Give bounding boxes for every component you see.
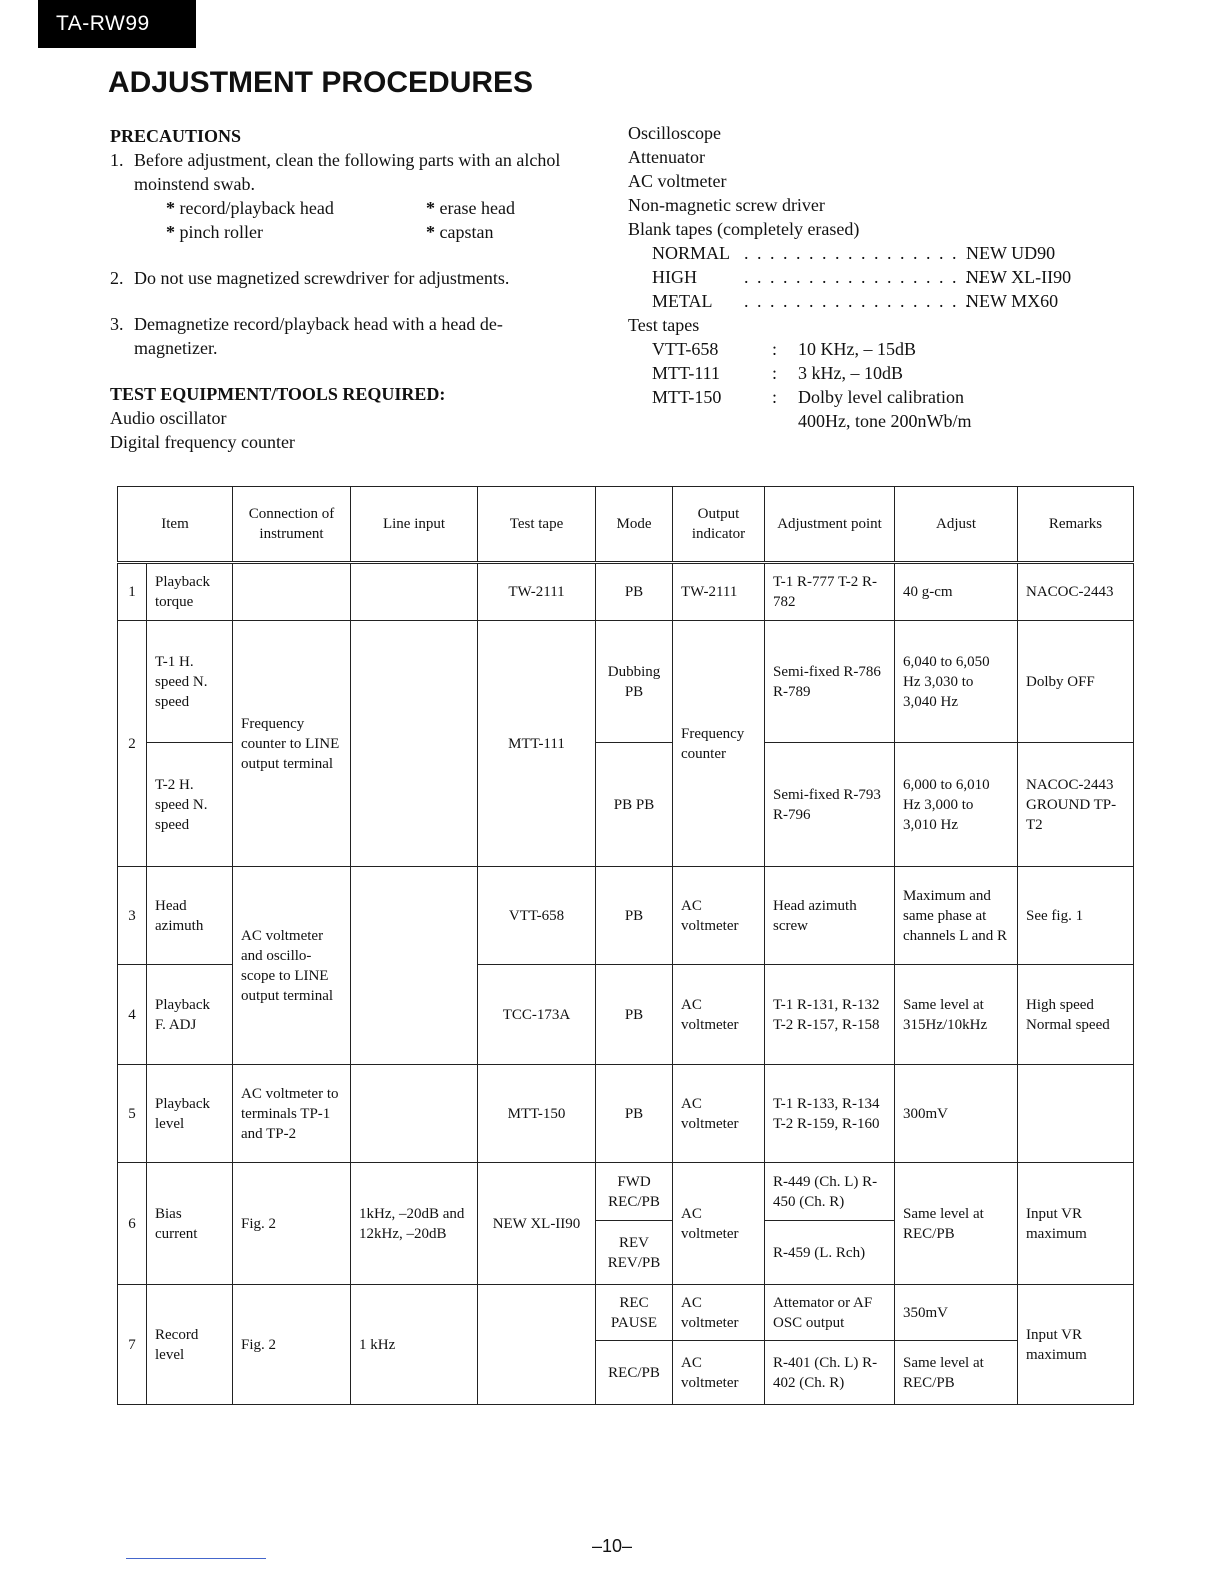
adjust-cell: Same level at REC/PB xyxy=(895,1341,1018,1405)
adjust-cell: Same level at REC/PB xyxy=(895,1163,1018,1285)
table-row xyxy=(118,1163,1134,1221)
row-number: 2 xyxy=(118,621,147,867)
blank-tape-row xyxy=(628,265,1108,289)
mode-cell: REV REV/PB xyxy=(596,1221,673,1285)
separator: : xyxy=(772,363,778,383)
adjust-cell: 300mV xyxy=(895,1065,1018,1163)
remarks-cell: Input VR maximum xyxy=(1018,1163,1134,1285)
output-cell: AC voltmeter xyxy=(673,867,765,965)
precaution-2 xyxy=(110,266,580,290)
connection-cell: AC voltmeter and oscillo-scope to LINE output terminal xyxy=(233,867,351,1065)
equipment-item: Attenuator xyxy=(628,147,705,167)
row-number: 3 xyxy=(118,867,147,965)
precaution-1-text: Before adjustment, clean the following parts with an alchol moinstend swab. xyxy=(134,150,561,194)
part-item: * pinch roller xyxy=(166,220,426,244)
output-cell: TW-2111 xyxy=(673,563,765,621)
line-input-cell: 1kHz, –20dB and 12kHz, –20dB xyxy=(351,1163,478,1285)
adjust-cell: 6,000 to 6,010 Hz 3,000 to 3,010 Hz xyxy=(895,743,1018,867)
row-number: 7 xyxy=(118,1285,147,1405)
mode-cell: FWD REC/PB xyxy=(596,1163,673,1221)
mode-cell: REC PAUSE xyxy=(596,1285,673,1341)
test-tape-cell: TW-2111 xyxy=(478,563,596,621)
point-cell: R-401 (Ch. L) R-402 (Ch. R) xyxy=(765,1341,895,1405)
point-cell: R-459 (L. Rch) xyxy=(765,1221,895,1285)
output-cell: Frequency counter xyxy=(673,621,765,867)
tape-model: NEW XL-II90 xyxy=(966,267,1072,287)
adjust-cell: 6,040 to 6,050 Hz 3,030 to 3,040 Hz xyxy=(895,621,1018,743)
test-tape-name: MTT-111 xyxy=(652,363,721,383)
tape-type: NORMAL xyxy=(652,243,731,263)
table-row xyxy=(118,621,1134,743)
header-cell: Line input xyxy=(351,487,478,563)
adjustment-table xyxy=(117,486,1134,1405)
page-number: –10– xyxy=(591,1536,633,1556)
point-cell: Attemator or AF OSC output xyxy=(765,1285,895,1341)
line-input-cell: 1 kHz xyxy=(351,1285,478,1405)
test-tape-name: VTT-658 xyxy=(652,339,719,359)
adjust-cell: Maximum and same phase at channels L and R xyxy=(895,867,1018,965)
test-tape-cell: TCC-173A xyxy=(478,965,596,1065)
test-tape-row xyxy=(628,337,1108,361)
mode-cell: PB PB xyxy=(596,743,673,867)
precaution-3-text: Demagnetize record/playback head with a head de-magnetizer. xyxy=(134,314,503,358)
mode-cell: Dubbing PB xyxy=(596,621,673,743)
test-tape-cell: VTT-658 xyxy=(478,867,596,965)
point-cell: T-1 R-777 T-2 R-782 xyxy=(765,563,895,621)
test-tape-row xyxy=(628,385,1108,409)
output-cell: AC voltmeter xyxy=(673,1065,765,1163)
connection-cell: Frequency counter to LINE output terminal xyxy=(233,621,351,867)
table-row xyxy=(118,1065,1134,1163)
mode-cell: REC/PB xyxy=(596,1341,673,1405)
test-tape-cell: MTT-111 xyxy=(478,621,596,867)
test-tape-cell: NEW XL-II90 xyxy=(478,1163,596,1285)
test-tape-desc: 400Hz, tone 200nWb/m xyxy=(798,411,972,431)
test-tape-desc: Dolby level calibration xyxy=(798,387,964,407)
row-number: 6 xyxy=(118,1163,147,1285)
connection-cell: AC voltmeter to terminals TP-1 and TP-2 xyxy=(233,1065,351,1163)
tape-model: NEW UD90 xyxy=(966,243,1056,263)
separator: : xyxy=(772,387,778,407)
part-item: * capstan xyxy=(426,220,606,244)
part-item: * record/playback head xyxy=(166,196,426,220)
row-number: 5 xyxy=(118,1065,147,1163)
table-header-row xyxy=(118,487,1134,563)
point-cell: Semi-fixed R-793 R-796 xyxy=(765,743,895,867)
header-cell: Adjust xyxy=(895,487,1018,563)
equipment-list xyxy=(628,121,1108,433)
precaution-2-text: Do not use magnetized screwdriver for adjustments. xyxy=(134,268,510,288)
point-cell: R-449 (Ch. L) R-450 (Ch. R) xyxy=(765,1163,895,1221)
output-cell: AC voltmeter xyxy=(673,965,765,1065)
precaution-3-number: 3. xyxy=(110,314,124,334)
table-row xyxy=(118,563,1134,621)
point-cell: T-1 R-133, R-134 T-2 R-159, R-160 xyxy=(765,1065,895,1163)
precaution-2-number: 2. xyxy=(110,268,124,288)
header-cell: Mode xyxy=(596,487,673,563)
separator: : xyxy=(772,339,778,359)
header-cell: Connection of instrument xyxy=(233,487,351,563)
model-label: TA-RW99 xyxy=(38,0,196,48)
output-cell: AC voltmeter xyxy=(673,1163,765,1285)
point-cell: Semi-fixed R-786 R-789 xyxy=(765,621,895,743)
remarks-cell: Input VR maximum xyxy=(1018,1285,1134,1405)
header-cell: Remarks xyxy=(1018,487,1134,563)
equipment-item: AC voltmeter xyxy=(628,171,727,191)
blank-tape-row xyxy=(628,241,1108,265)
part-item: * erase head xyxy=(426,196,606,220)
remarks-cell: High speed Normal speed xyxy=(1018,965,1134,1065)
precaution-1 xyxy=(110,148,580,196)
row-number: 4 xyxy=(118,965,147,1065)
adjust-cell: 40 g-cm xyxy=(895,563,1018,621)
test-tape-desc: 3 kHz, – 10dB xyxy=(798,363,903,383)
item-cell: Bias current xyxy=(147,1163,233,1285)
header-cell: Adjustment point xyxy=(765,487,895,563)
header-cell: Output indicator xyxy=(673,487,765,563)
item-cell: T-1 H. speed N. speed xyxy=(147,621,233,743)
item-cell: T-2 H. speed N. speed xyxy=(147,743,233,867)
equipment-item: Audio oscillator xyxy=(110,408,227,428)
header-cell: Item xyxy=(118,487,233,563)
blank-tapes-label: Blank tapes (completely erased) xyxy=(628,219,860,239)
test-tapes-label: Test tapes xyxy=(628,315,700,335)
precautions-heading: PRECAUTIONS xyxy=(110,126,242,146)
leader-dots: . . . . . . . . . . . . . . . . . . . . xyxy=(744,267,998,287)
remarks-cell: NACOC-2443 xyxy=(1018,563,1134,621)
equipment-heading: TEST EQUIPMENT/TOOLS REQUIRED: xyxy=(110,384,446,404)
adjust-cell: 350mV xyxy=(895,1285,1018,1341)
page-title: ADJUSTMENT PROCEDURES xyxy=(108,66,534,99)
remarks-cell: See fig. 1 xyxy=(1018,867,1134,965)
equipment-item: Oscilloscope xyxy=(628,123,721,143)
precautions-section xyxy=(110,124,580,454)
equipment-item: Digital frequency counter xyxy=(110,432,295,452)
precaution-1-number: 1. xyxy=(110,150,124,170)
precaution-3 xyxy=(110,312,580,360)
connection-cell: Fig. 2 xyxy=(233,1163,351,1285)
output-cell: AC voltmeter xyxy=(673,1285,765,1341)
item-cell: Playback level xyxy=(147,1065,233,1163)
table-row xyxy=(118,867,1134,965)
test-tape-desc: 10 KHz, – 15dB xyxy=(798,339,916,359)
test-tape-row xyxy=(628,361,1108,385)
tape-type: HIGH xyxy=(652,267,697,287)
remarks-cell: Dolby OFF xyxy=(1018,621,1134,743)
footer-rule xyxy=(126,1558,266,1559)
test-tape-row xyxy=(628,409,1108,433)
mode-cell: PB xyxy=(596,965,673,1065)
tape-type: METAL xyxy=(652,291,713,311)
item-cell: Playback F. ADJ xyxy=(147,965,233,1065)
mode-cell: PB xyxy=(596,1065,673,1163)
header-cell: Test tape xyxy=(478,487,596,563)
item-cell: Playback torque xyxy=(147,563,233,621)
mode-cell: PB xyxy=(596,867,673,965)
connection-cell: Fig. 2 xyxy=(233,1285,351,1405)
row-number: 1 xyxy=(118,563,147,621)
output-cell: AC voltmeter xyxy=(673,1341,765,1405)
mode-cell: PB xyxy=(596,563,673,621)
leader-dots: . . . . . . . . . . . . . . . . . . xyxy=(744,291,972,311)
equipment-item: Non-magnetic screw driver xyxy=(628,195,825,215)
point-cell: Head azimuth screw xyxy=(765,867,895,965)
table-row xyxy=(118,1285,1134,1341)
leader-dots: . . . . . . . . . . . . . . . . . xyxy=(744,243,959,263)
adjust-cell: Same level at 315Hz/10kHz xyxy=(895,965,1018,1065)
test-tape-cell: MTT-150 xyxy=(478,1065,596,1163)
point-cell: T-1 R-131, R-132 T-2 R-157, R-158 xyxy=(765,965,895,1065)
blank-tape-row xyxy=(628,289,1108,313)
item-cell: Record level xyxy=(147,1285,233,1405)
remarks-cell: NACOC-2443 GROUND TP-T2 xyxy=(1018,743,1134,867)
tape-model: NEW MX60 xyxy=(966,291,1059,311)
item-cell: Head azimuth xyxy=(147,867,233,965)
test-tape-name: MTT-150 xyxy=(652,387,722,407)
parts-list xyxy=(110,196,580,244)
